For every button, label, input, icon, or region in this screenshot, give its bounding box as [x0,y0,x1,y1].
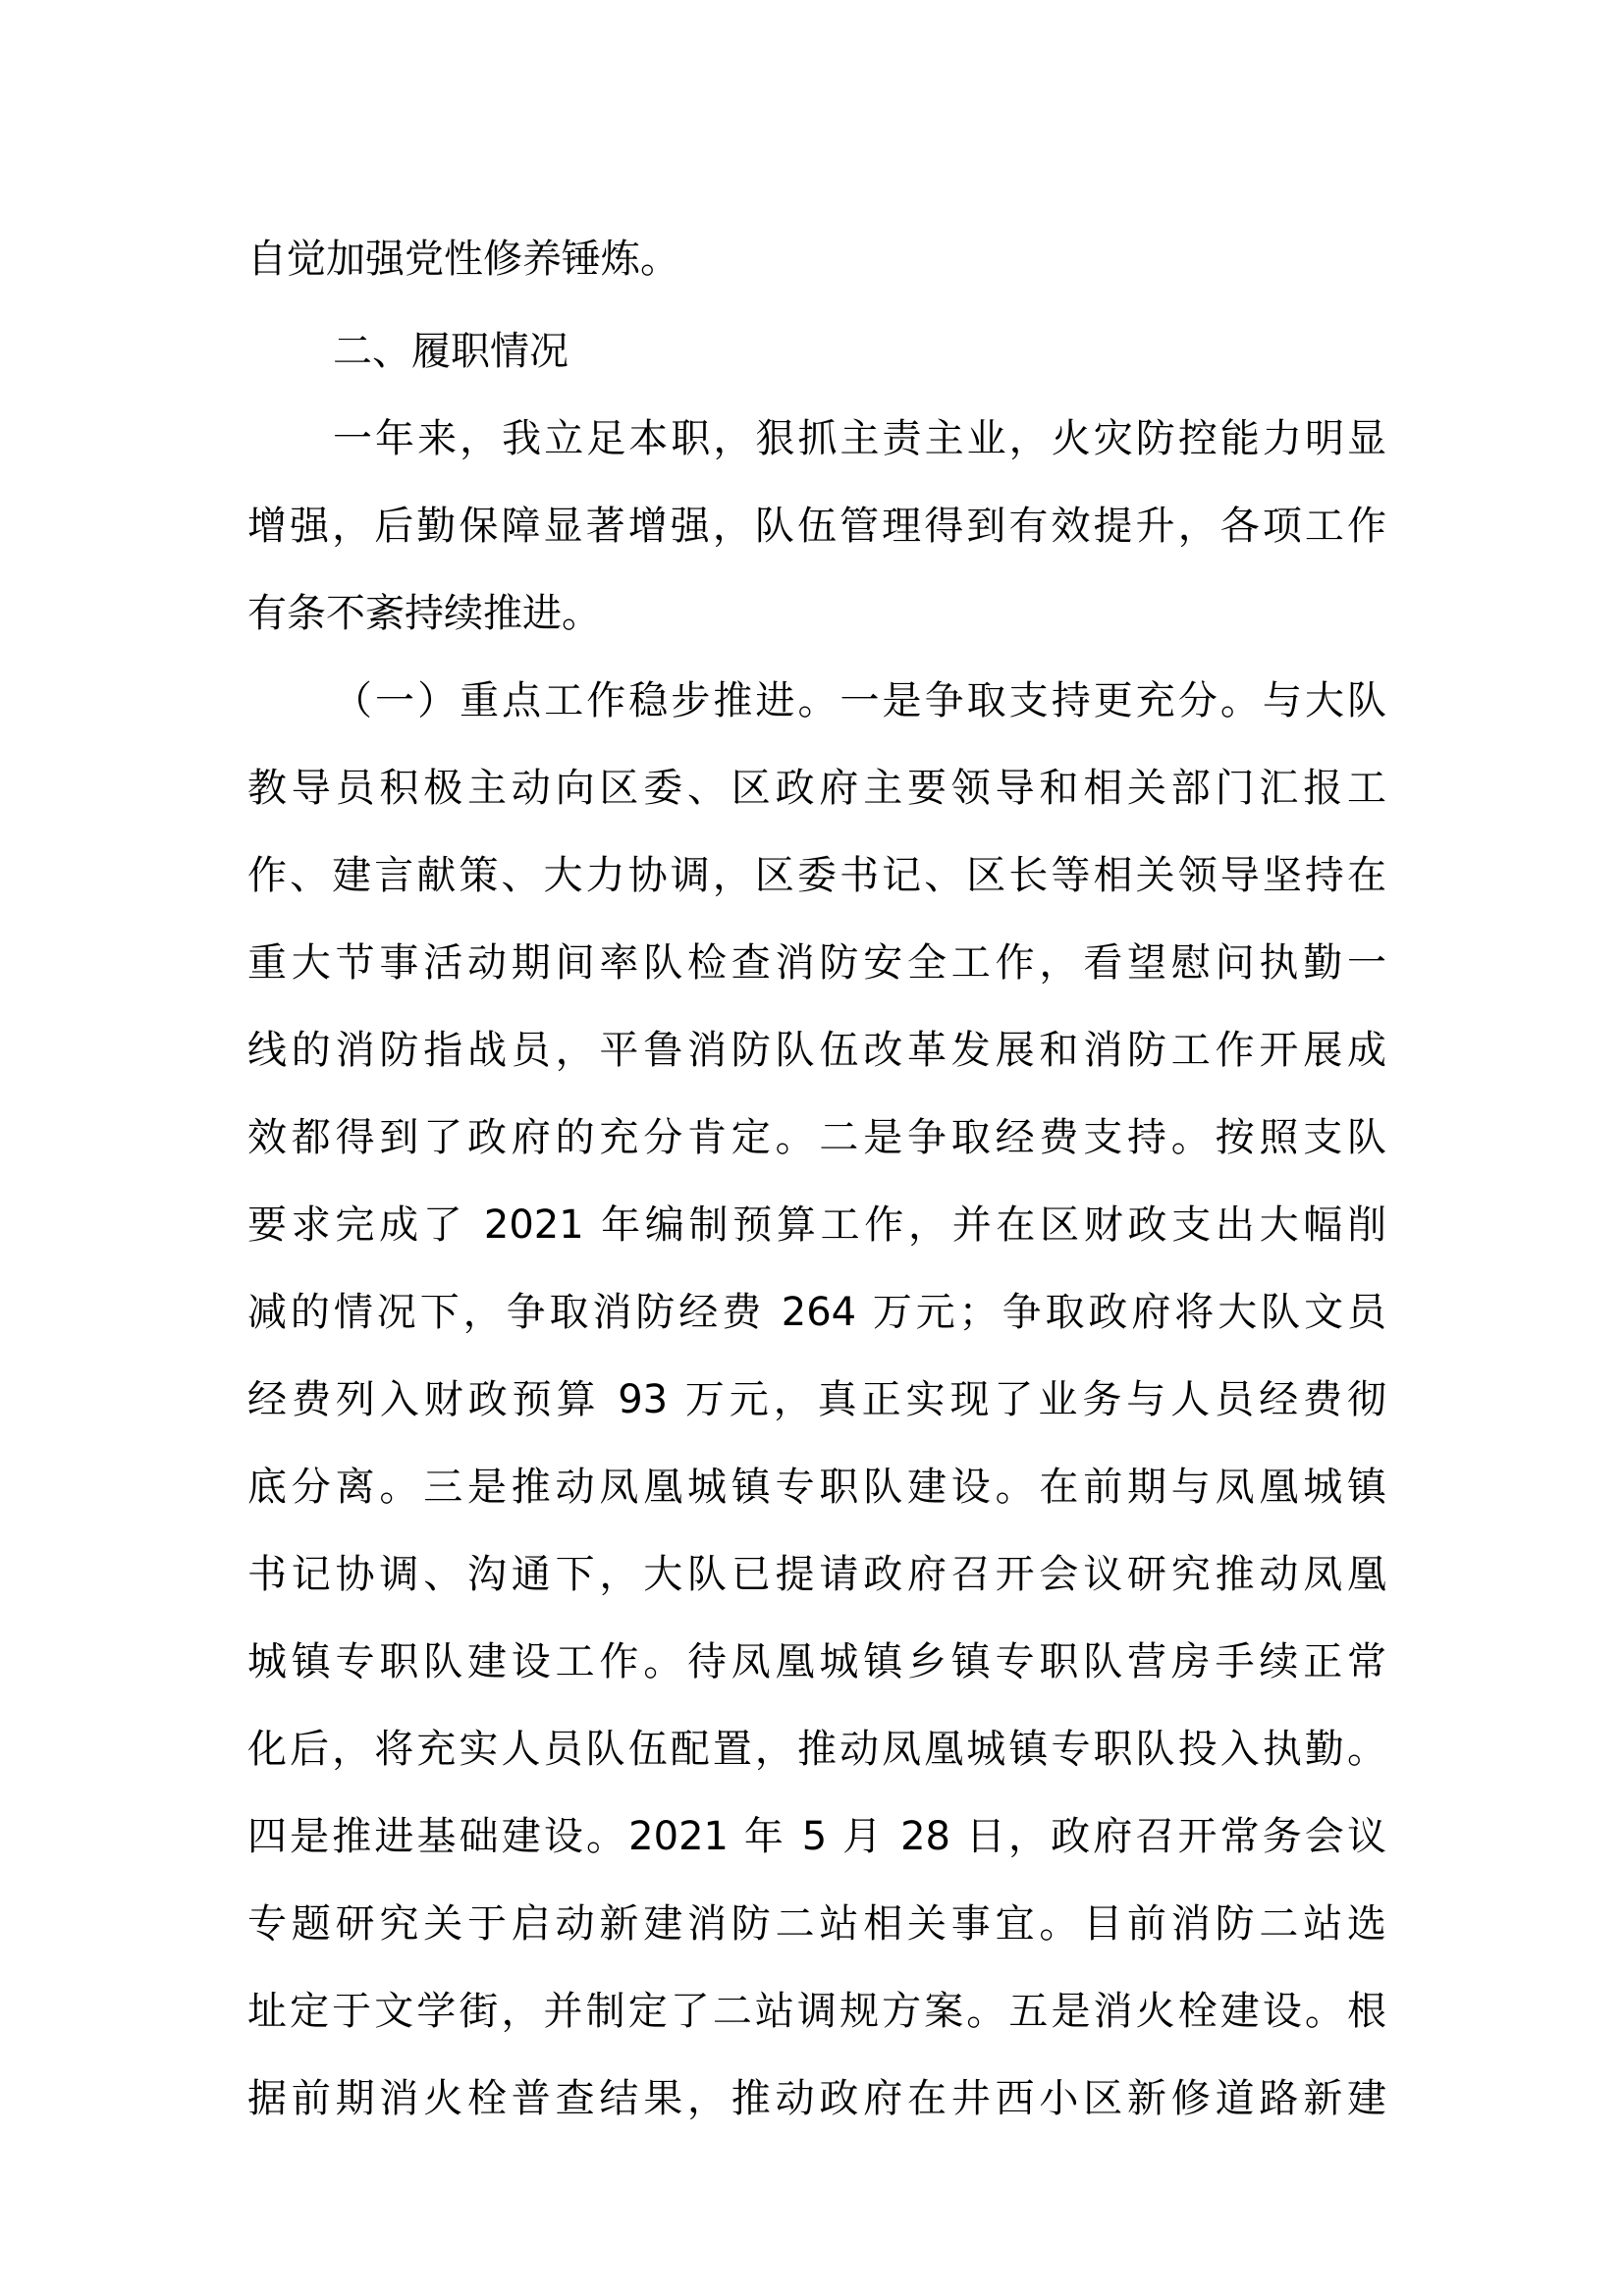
text-line: 作、建言献策、大力协调，区委书记、区长等相关领导坚持在 [247,853,1386,898]
text-line: 书记协调、沟通下，大队已提请政府召开会议研究推动凤凰 [247,1552,1386,1597]
text-line: 化后，将充实人员队伍配置，推动凤凰城镇专职队投入执勤。 [247,1727,1386,1772]
text-line: 线的消防指战员，平鲁消防队伍改革发展和消防工作开展成 [247,1028,1386,1073]
subsection-heading: （一）重点工作稳步推进。一是争取支持更充分。与大队 [333,678,1386,723]
section-heading: 二、履职情况 [333,329,568,374]
text-line: 教导员积极主动向区委、区政府主要领导和相关部门汇报工 [247,766,1386,811]
text-line: 专题研究关于启动新建消防二站相关事宜。目前消防二站选 [247,1901,1386,1947]
text-line: 自觉加强党性修养锤炼。 [247,237,679,282]
text-line: 经费列入财政预算 93 万元，真正实现了业务与人员经费彻 [247,1377,1386,1422]
text-line: 四是推进基础建设。2021 年 5 月 28 日，政府召开常务会议 [247,1814,1386,1859]
text-line: 增强，后勤保障显著增强，队伍管理得到有效提升，各项工作 [247,504,1386,549]
text-line: 减的情况下，争取消防经费 264 万元；争取政府将大队文员 [247,1290,1386,1335]
text-line: 有条不紊持续推进。 [247,591,601,636]
text-line: 底分离。三是推动凤凰城镇专职队建设。在前期与凤凰城镇 [247,1465,1386,1510]
text-line: 据前期消火栓普查结果，推动政府在井西小区新修道路新建 [247,2076,1386,2121]
text-line: 城镇专职队建设工作。待凤凰城镇乡镇专职队营房手续正常 [247,1639,1386,1684]
text-line: 要求完成了 2021 年编制预算工作，并在区财政支出大幅削 [247,1202,1386,1248]
text-line: 重大节事活动期间率队检查消防安全工作，看望慰问执勤一 [247,940,1386,986]
text-line: 效都得到了政府的充分肯定。二是争取经费支持。按照支队 [247,1115,1386,1160]
text-line: 一年来，我立足本职，狠抓主责主业，火灾防控能力明显 [333,416,1386,461]
text-line: 址定于文学街，并制定了二站调规方案。五是消火栓建设。根 [247,1989,1386,2034]
